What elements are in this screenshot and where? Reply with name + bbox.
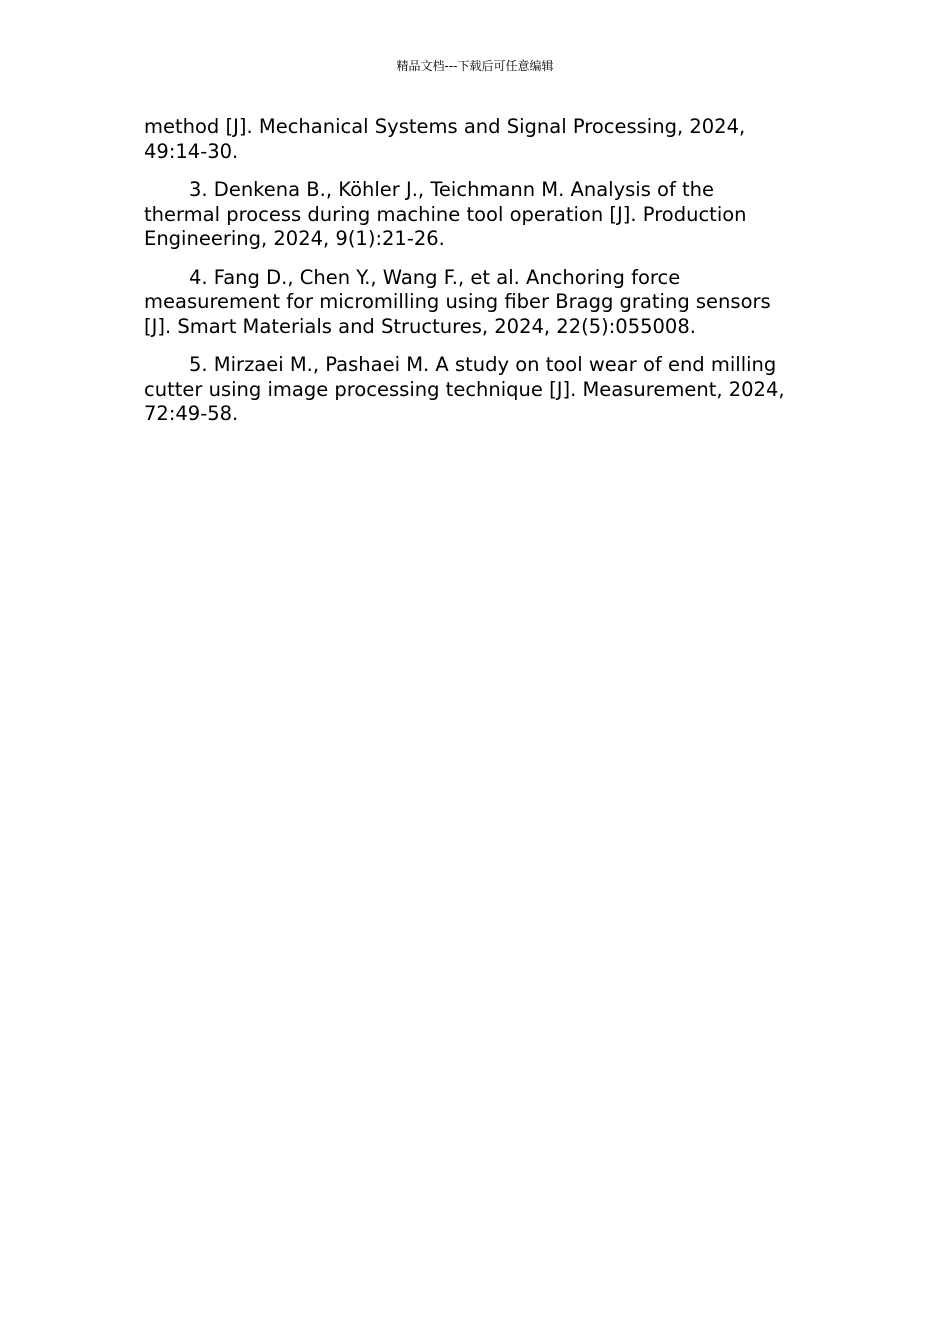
reference-list — [144, 115, 794, 441]
reference-item-3: 3. Denkena B., Köhler J., Teichmann M. Analysis of the thermal process during machine tool operation [J]. Production Engineering, 2024, 9(1):21-26. — [144, 178, 747, 250]
reference-item-5: 5. Mirzaei M., Pashaei M. A study on tool wear of end milling cutter using image processing technique [J]. Measurement, 2024, 72:49-58. — [144, 353, 785, 425]
reference-item-4: 4. Fang D., Chen Y., Wang F., et al. Anchoring force measurement for micromilling using fiber Bragg grating sensors [J]. Smart Materials and Structures, 2024, 22(5):055008. — [144, 265, 771, 338]
reference-continuation: method [J]. Mechanical Systems and Signal Processing, 2024, 49:14-30. — [144, 115, 746, 163]
page-header: 精品文档---下载后可任意编辑 — [396, 59, 554, 73]
